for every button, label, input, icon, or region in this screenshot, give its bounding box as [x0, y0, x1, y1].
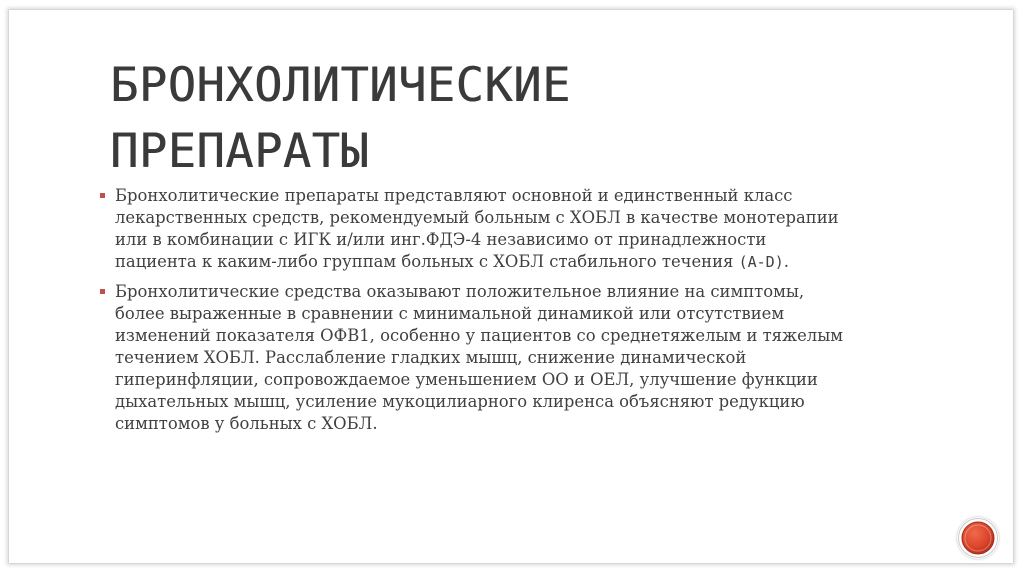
bullet-2-line-6: дыхательных мышц, усиление мукоцилиарного клиренса объясняют редукцию	[115, 392, 805, 411]
bullet-1-line-4	[115, 251, 940, 273]
bullet-list	[100, 185, 940, 443]
bullet-2-line-4: течением ХОБЛ. Расслабление гладких мышц, снижение динамической	[115, 348, 747, 367]
title-line-2: ПРЕПАРАТЫ	[110, 124, 370, 179]
slide-title	[110, 53, 830, 185]
bullet-1-line-2: лекарственных средств, рекомендуемый больным с ХОБЛ в качестве монотерапии	[115, 208, 839, 227]
slide-nav-button[interactable]	[957, 517, 999, 559]
bullet-item-2	[100, 281, 940, 435]
bullet-2-line-2: более выраженные в сравнении с минимальной динамикой или отсутствием	[115, 304, 785, 323]
bullet-2-line-5: гиперинфляции, сопровождаемое уменьшением ОО и ОЕЛ, улучшение функции	[115, 370, 818, 389]
bullet-2-line-3: изменений показателя ОФВ1, особенно у пациентов со среднетяжелым и тяжелым	[115, 326, 844, 345]
red-circle-icon	[957, 517, 999, 559]
bullet-2-line-7: симптомов у больных с ХОБЛ.	[115, 414, 378, 433]
bullet-1-line-3: или в комбинации с ИГК и/или инг.ФДЭ-4 независимо от принадлежности	[115, 230, 767, 249]
bullet-item-1	[100, 185, 940, 273]
bullet-2-line-1: Бронхолитические средства оказывают положительное влияние на симптомы,	[115, 282, 805, 301]
bullet-marker	[100, 193, 105, 198]
bullet-1-line-4-text: пациента к каким-либо группам больных с ХОБЛ стабильного течения	[115, 252, 739, 271]
bullet-1-line-1: Бронхолитические препараты представляют основной и единственный класс	[115, 186, 793, 205]
title-line-1: БРОНХОЛИТИЧЕСКИЕ	[110, 58, 571, 113]
bullet-marker	[100, 289, 105, 294]
bullet-1-end: .	[783, 252, 789, 271]
stage-range-code: (A-D)	[738, 253, 784, 271]
